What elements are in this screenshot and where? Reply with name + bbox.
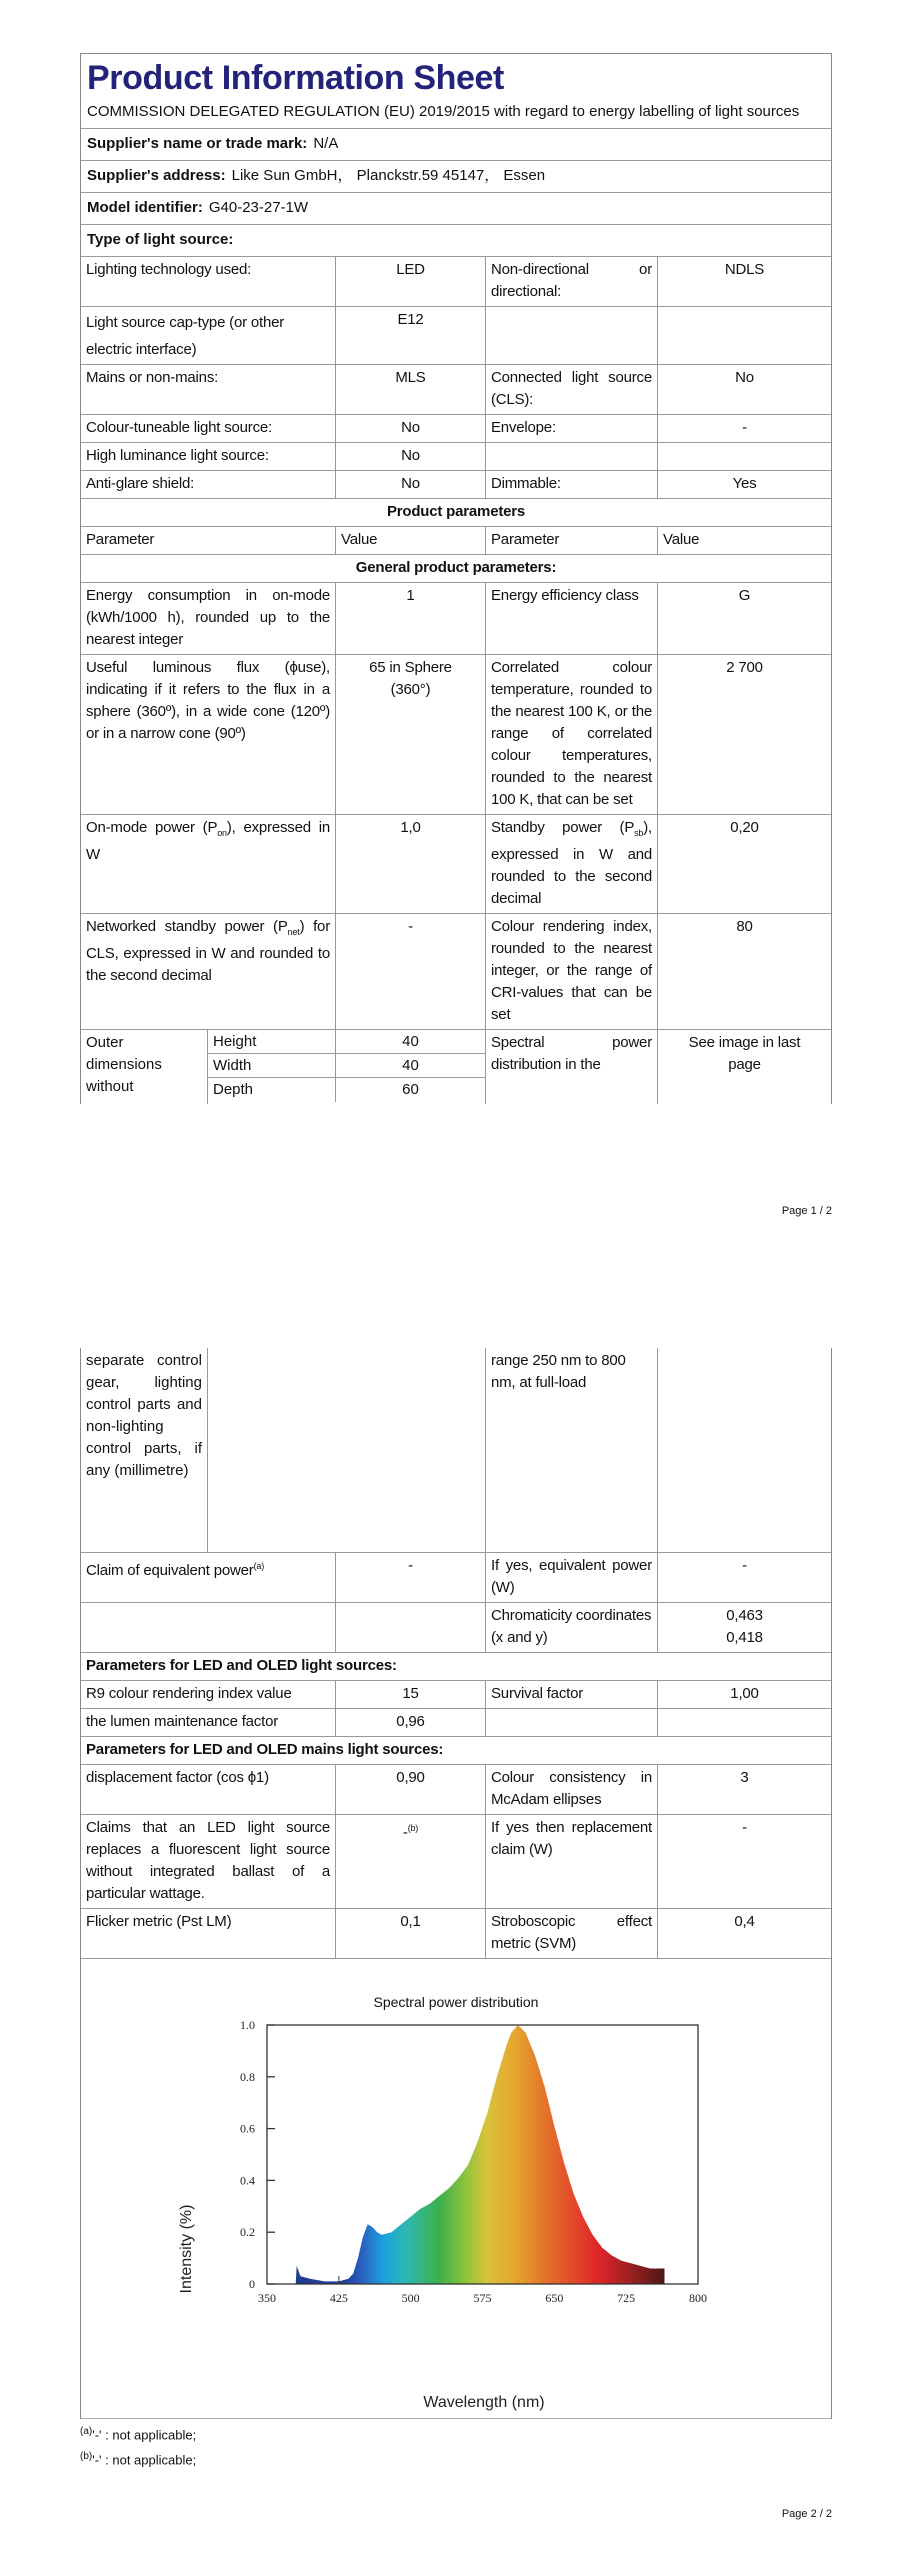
param-label: On-mode power $(P_{on})$, expressed in W	[81, 815, 336, 913]
table-row	[81, 443, 831, 471]
param-value: -	[336, 1553, 486, 1602]
table-row	[81, 1553, 831, 1603]
param-value: 3	[740, 1769, 749, 1786]
supplier-address-row	[81, 161, 831, 193]
param-value: 0,96	[336, 1709, 486, 1736]
spectral-distribution-value: See image in last page	[688, 1034, 801, 1073]
param-label: Dimmable:	[486, 471, 658, 498]
table-row	[81, 1765, 831, 1815]
product-parameters-heading-row	[81, 499, 831, 527]
param-value: Yes	[732, 475, 757, 492]
table-row	[81, 415, 831, 443]
footnote-a: $^{(a)}$'-' : not applicable;	[80, 2426, 197, 2443]
column-header: Parameter	[486, 527, 658, 554]
param-label: Survival factor	[486, 1681, 658, 1708]
param-label: Colour rendering index, rounded to the nearest integer, or the range of CRI-values that can be set	[486, 914, 658, 1029]
param-label: Networked standby power $(P_{net})$ for CLS, expressed in W and rounded to the second decimal	[81, 914, 336, 1029]
spectral-power-chart	[81, 1959, 831, 2419]
table-row	[81, 815, 831, 914]
param-label	[486, 307, 658, 364]
table-row	[81, 655, 831, 815]
param-value: -	[742, 419, 747, 436]
title-row	[81, 54, 831, 129]
param-value: No	[336, 415, 486, 442]
param-value	[658, 307, 831, 364]
model-identifier-row	[81, 193, 831, 225]
param-value: 1,0	[336, 815, 486, 913]
x-tick-label: 425	[329, 2291, 348, 2305]
chart-title: Spectral power distribution	[373, 1994, 539, 2010]
supplier-address-value: Like Sun GmbH， Planckstr.59 45147， Essen	[231, 167, 546, 184]
footnote-b: $^{(b)}$'-' : not applicable;	[80, 2451, 197, 2468]
param-label: Correlated colour temperature, rounded to the nearest 100 K, or the range of correlated colour temperatures, rounded to the nearest 100 K, that can be set	[486, 655, 658, 814]
supplier-name-row	[81, 129, 831, 161]
table-row	[81, 1709, 831, 1737]
param-value: NDLS	[724, 261, 765, 278]
param-label: Non-directional or directional:	[486, 257, 658, 306]
table-row	[81, 1909, 831, 1959]
param-label: Connected light source (CLS):	[486, 365, 658, 414]
dimension-row-depth: Depth 60	[208, 1078, 485, 1102]
param-value: 1,00	[730, 1685, 759, 1702]
param-label: displacement factor (cos ϕ1)	[81, 1765, 336, 1814]
param-value: 0,4	[734, 1913, 755, 1930]
param-value: 0,90	[336, 1765, 486, 1814]
y-tick-label: 0.8	[240, 2069, 255, 2084]
page-number: Page 1 / 2	[781, 1205, 832, 1217]
led-heading-row	[81, 1653, 831, 1681]
param-value: 1	[336, 583, 486, 654]
dimensions-row	[81, 1030, 831, 1104]
param-value: 0,1	[336, 1909, 486, 1958]
param-value: 0,20	[730, 819, 759, 836]
param-label: Standby power $(P_{sb})$, expressed in W and rounded to the second decimal	[486, 815, 658, 913]
table-row	[81, 471, 831, 499]
param-label: Anti-glare shield:	[81, 471, 336, 498]
param-value: 15	[336, 1681, 486, 1708]
param-value: 80	[736, 918, 753, 935]
column-header: Parameter	[81, 527, 336, 554]
param-value: 65 in Sphere (360°)	[336, 655, 486, 814]
param-value: 2 700	[726, 659, 763, 676]
param-label	[81, 1603, 336, 1652]
page-title: Product Information Sheet	[87, 59, 504, 97]
param-label: Colour-tuneable light source:	[81, 415, 336, 442]
outer-dimensions-label-cont: separate control gear, lighting control parts and non-lighting control parts, if any (millimetre)	[81, 1348, 208, 1552]
param-label: Light source cap-type (or other electric interface)	[81, 307, 336, 364]
dimensions-row-continued	[81, 1348, 831, 1553]
x-tick-label: 800	[689, 2291, 707, 2305]
y-tick-label: 0.4	[240, 2173, 255, 2188]
param-label: Flicker metric (Pst LM)	[81, 1909, 336, 1958]
table-row	[81, 583, 831, 655]
param-value: LED	[336, 257, 486, 306]
model-identifier-value: G40-23-27-1W	[208, 199, 309, 216]
param-label: R9 colour rendering index value	[81, 1681, 336, 1708]
supplier-address-label: Supplier's address:	[87, 167, 226, 184]
footnotes	[80, 2419, 832, 2472]
spectrum-area	[296, 2025, 665, 2284]
chromaticity-value: 0,463 0,418	[726, 1607, 763, 1646]
column-header: Value	[336, 527, 486, 554]
table-row	[81, 257, 831, 307]
dimension-row-width: Width 40	[208, 1054, 485, 1078]
param-value: -	[742, 1819, 747, 1836]
param-label: Claims that an LED light source replaces a fluorescent light source without integrated ballast of a particular wattage.	[81, 1815, 336, 1908]
general-parameters-heading: General product parameters:	[355, 559, 557, 576]
info-sheet-table	[80, 53, 832, 1104]
param-label	[486, 1709, 658, 1736]
model-identifier-label: Model identifier:	[87, 199, 203, 216]
spectral-distribution-label: Spectral power distribution in the	[486, 1030, 658, 1104]
x-tick-label: 575	[473, 2291, 492, 2305]
table-row	[81, 914, 831, 1030]
supplier-name-value: N/A	[313, 135, 339, 152]
param-label: Energy efficiency class	[486, 583, 658, 654]
param-value	[658, 443, 831, 470]
x-tick-label: 350	[258, 2291, 276, 2305]
x-tick-label: 725	[617, 2291, 636, 2305]
param-value: -	[336, 914, 486, 1029]
spectral-distribution-label-cont: range 250 nm to 800 nm, at full-load	[486, 1348, 658, 1552]
type-heading-row	[81, 225, 831, 257]
page-2	[80, 1348, 832, 2520]
column-header: Value	[663, 531, 700, 548]
param-value: No	[336, 471, 486, 498]
param-label: Chromaticity coordinates (x and y)	[486, 1603, 658, 1652]
spectral-chart-svg	[81, 1959, 831, 2419]
param-label: Colour consistency in McAdam ellipses	[486, 1765, 658, 1814]
param-value: MLS	[336, 365, 486, 414]
table-row	[81, 307, 831, 365]
x-tick-label: 500	[401, 2291, 420, 2305]
param-value: No	[735, 369, 754, 386]
y-tick-label: 1.0	[240, 2018, 255, 2032]
param-label: High luminance light source:	[81, 443, 336, 470]
param-value	[336, 1603, 486, 1652]
param-value	[658, 1709, 831, 1736]
mains-heading-row	[81, 1737, 831, 1765]
param-value: No	[336, 443, 486, 470]
y-axis-label: Intensity (%)	[178, 2204, 195, 2294]
y-tick-label: 0	[249, 2277, 255, 2291]
page-1	[80, 53, 832, 1217]
param-value: -$^{(b)}$	[336, 1815, 486, 1908]
param-value: -	[742, 1557, 747, 1574]
param-label	[486, 443, 658, 470]
column-header-row	[81, 527, 831, 555]
supplier-name-label: Supplier's name or trade mark:	[87, 135, 308, 152]
table-row	[81, 1681, 831, 1709]
param-label: Claim of equivalent power$^{(a)}$	[81, 1553, 336, 1602]
param-label: If yes then replacement claim (W)	[486, 1815, 658, 1908]
table-row	[81, 1815, 831, 1909]
type-of-light-source-heading: Type of light source:	[87, 231, 234, 248]
outer-dimensions-label: Outer dimensions without	[81, 1030, 208, 1104]
param-label: If yes, equivalent power (W)	[486, 1553, 658, 1602]
param-label: Useful luminous flux (ϕuse), indicating if it refers to the flux in a sphere (360º), in a wide cone (120º) or in a narrow cone (90º)	[81, 655, 336, 814]
mains-parameters-heading: Parameters for LED and OLED mains light sources:	[86, 1741, 444, 1758]
y-tick-label: 0.2	[240, 2225, 255, 2240]
x-axis-label: Wavelength (nm)	[423, 2394, 545, 2411]
param-label: Lighting technology used:	[81, 257, 336, 306]
param-label: Stroboscopic effect metric (SVM)	[486, 1909, 658, 1958]
param-label: Energy consumption in on-mode (kWh/1000 h), rounded up to the nearest integer	[81, 583, 336, 654]
y-tick-label: 0.6	[240, 2121, 255, 2136]
table-row	[81, 1603, 831, 1653]
led-parameters-heading: Parameters for LED and OLED light sources:	[86, 1657, 397, 1674]
param-value: E12	[336, 307, 486, 364]
param-label: Envelope:	[486, 415, 658, 442]
dimension-row-height: Height 40	[208, 1030, 485, 1054]
page-number: Page 2 / 2	[781, 2508, 832, 2520]
x-tick-label: 650	[545, 2291, 564, 2305]
param-label: Mains or non-mains:	[81, 365, 336, 414]
product-parameters-heading: Product parameters	[386, 503, 526, 520]
info-sheet-table-continued	[80, 1348, 832, 2419]
param-value: G	[738, 587, 751, 604]
general-heading-row	[81, 555, 831, 583]
table-row	[81, 365, 831, 415]
regulation-subtitle: COMMISSION DELEGATED REGULATION (EU) 2019/2015 with regard to energy labelling of light sources	[87, 103, 800, 120]
param-label: the lumen maintenance factor	[81, 1709, 336, 1736]
